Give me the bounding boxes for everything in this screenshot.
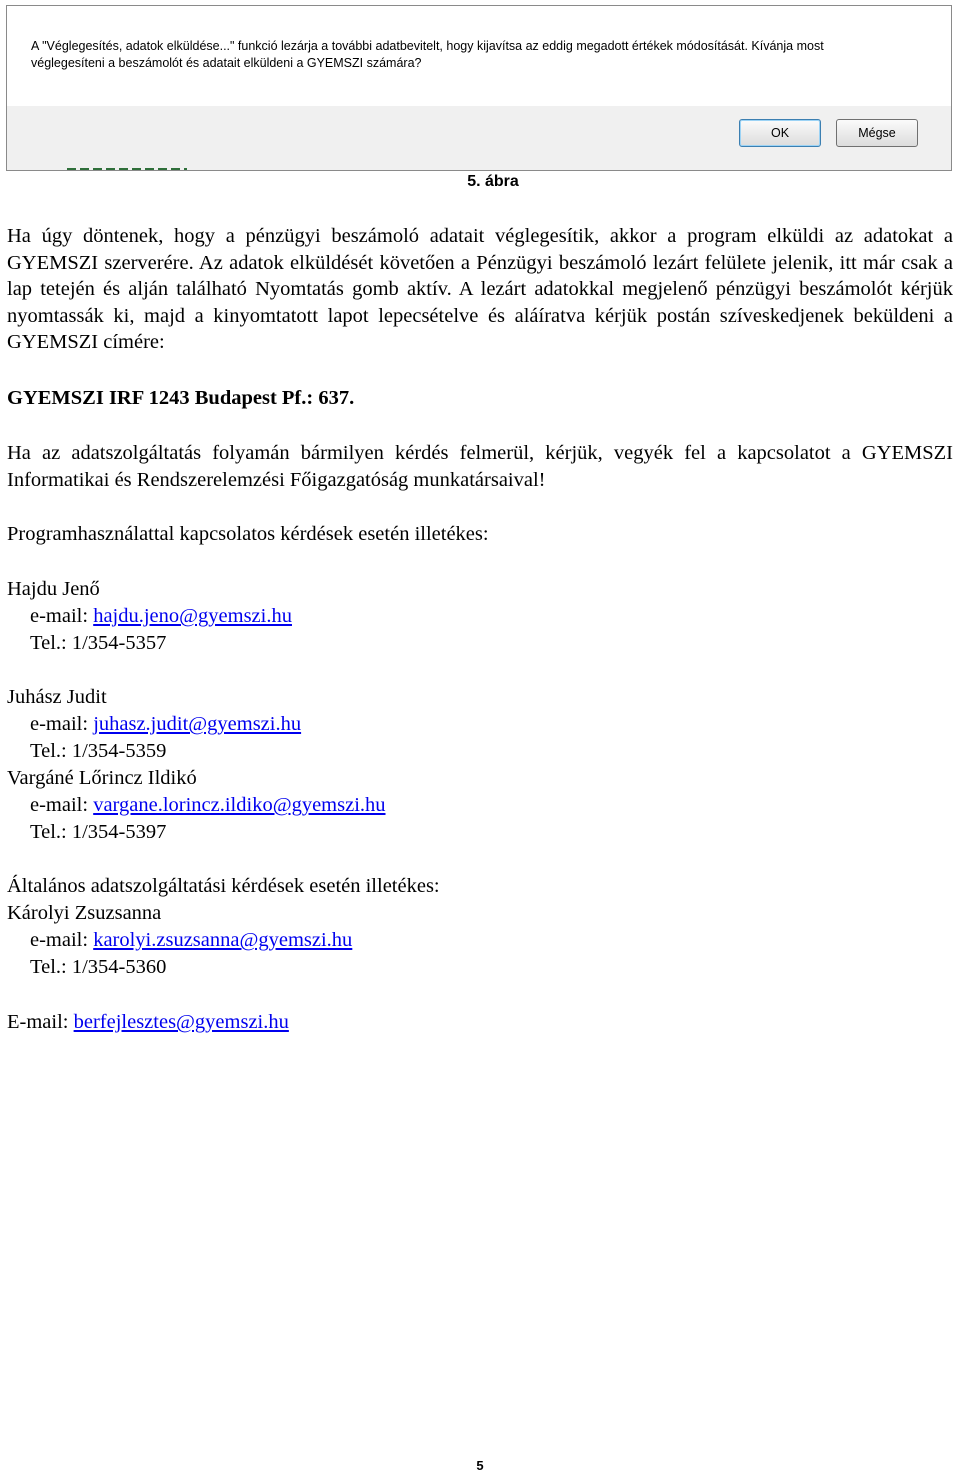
tel-label: Tel.: <box>30 740 67 762</box>
contact-tel-row <box>30 954 166 980</box>
general-contacts-heading: Általános adatszolgáltatási kérdések esetén illetékes: <box>7 875 440 897</box>
paragraph-finalize: Ha úgy döntenek, hogy a pénzügyi beszámoló adatait véglegesítik, akkor a program elküldi az adatokat a GYEMSZI szerverére. Az adatok elküldését követően a Pénzügyi beszámoló lezárt felülete jelenik, itt már csak a lap tetején és alján található Nyomtatás gomb aktív. A lezárt adatokkal megjelenő pénzügyi beszámolót kérjük nyomtassák ki, majd a kinyomtatott lapot lepecsételve és aláíratva kérjük postán szíveskedjenek beküldeni a GYEMSZI címére: <box>7 225 953 353</box>
contact-email-row <box>30 927 352 953</box>
tel-label: Tel.: <box>30 632 67 654</box>
postal-address: GYEMSZI IRF 1243 Budapest Pf.: 637. <box>7 387 355 409</box>
page-number: 5 <box>476 1458 484 1473</box>
dialog-message-line1: A "Véglegesítés, adatok elküldése..." funkció lezárja a további adatbevitelt, hogy kijavítsa az eddig megadott értékek módosítását. Kívánja most <box>31 39 824 53</box>
email-label: e-mail: <box>30 605 89 627</box>
contact-tel: 1/354-5359 <box>71 740 167 762</box>
footer-email-row <box>7 1009 289 1035</box>
contact-email-row <box>30 792 386 818</box>
dialog-message-area <box>7 6 951 106</box>
contact-tel-row <box>30 738 166 764</box>
contact-email-link[interactable]: hajdu.jeno@gyemszi.hu <box>93 605 292 627</box>
paragraph-contact: Ha az adatszolgáltatás folyamán bármilyen kérdés felmerül, kérjük, vegyék fel a kapcsolatot a GYEMSZI Informatikai és Rendszerelemzési Főigazgatóság munkatársaival! <box>7 442 953 491</box>
tel-label: Tel.: <box>30 956 67 978</box>
contact-tel: 1/354-5360 <box>71 956 167 978</box>
dialog-message <box>31 38 911 72</box>
cancel-button[interactable]: Mégse <box>836 119 918 147</box>
footer-email-link[interactable]: berfejlesztes@gyemszi.hu <box>73 1011 289 1033</box>
tel-label: Tel.: <box>30 821 67 843</box>
email-label: e-mail: <box>30 929 89 951</box>
contact-name: Hajdu Jenő <box>7 578 100 600</box>
program-contacts-heading: Programhasználattal kapcsolatos kérdések esetén illetékes: <box>7 523 489 545</box>
contact-email-link[interactable]: juhasz.judit@gyemszi.hu <box>93 713 302 735</box>
contact-tel-row <box>30 630 166 656</box>
contact-email-link[interactable]: karolyi.zsuzsanna@gyemszi.hu <box>93 929 353 951</box>
contact-email-link[interactable]: vargane.lorincz.ildiko@gyemszi.hu <box>93 794 386 816</box>
ok-button[interactable]: OK <box>739 119 821 147</box>
email-label: e-mail: <box>30 794 89 816</box>
confirm-dialog <box>6 5 952 171</box>
contact-tel-row <box>30 819 166 845</box>
contact-tel: 1/354-5397 <box>71 821 167 843</box>
contact-email-row <box>30 603 292 629</box>
cropped-background-fragment <box>67 162 197 171</box>
email-label: e-mail: <box>30 713 89 735</box>
contact-name: Károlyi Zsuzsanna <box>7 902 162 924</box>
contact-name: Juhász Judit <box>7 686 107 708</box>
dialog-message-line2: véglegesíteni a beszámolót és adatait elküldeni a GYEMSZI számára? <box>31 56 422 70</box>
figure-caption: 5. ábra <box>467 173 519 190</box>
contact-name: Vargáné Lőrincz Ildikó <box>7 767 197 789</box>
contact-email-row <box>30 711 301 737</box>
footer-email-label: E-mail: <box>7 1011 69 1033</box>
contact-tel: 1/354-5357 <box>71 632 167 654</box>
